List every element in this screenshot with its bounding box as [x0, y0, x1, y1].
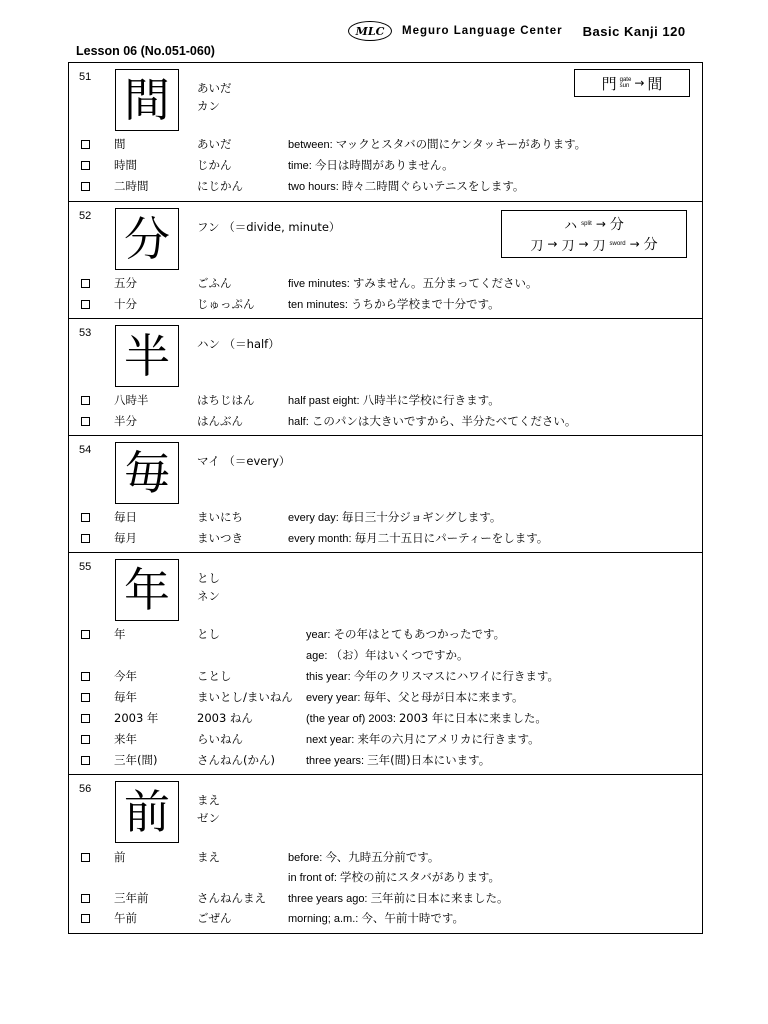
vocab-row: [69, 708, 702, 728]
reading-line: ハン （＝half）: [197, 337, 280, 351]
vocab-reading: ごぜん: [197, 911, 232, 925]
example: [288, 908, 464, 929]
vocab-row: [69, 176, 702, 196]
vocab-checkbox[interactable]: [81, 914, 90, 923]
vocab-kanji: 八時半: [114, 393, 149, 407]
gate-sun-glyph: 門: [601, 74, 617, 93]
english-gloss: half:: [288, 416, 312, 428]
example: [288, 390, 500, 411]
example-sentence: 毎月二十五日にパーティーをします。: [354, 531, 549, 545]
vocab-kanji: 半分: [114, 414, 137, 428]
example-sentence: その年はとてもあつかったです。: [333, 627, 506, 641]
vocab-kanji: 三年前: [114, 891, 149, 905]
readings: [197, 79, 232, 115]
center-name: Meguro Language Center: [402, 25, 563, 37]
vocab-kanji: 間: [114, 137, 126, 151]
english-gloss: ten minutes:: [288, 299, 351, 311]
vocab-kanji: 2003 年: [114, 711, 159, 725]
vocab-row: [69, 888, 702, 908]
logo: MLC: [348, 21, 392, 41]
vocab-checkbox[interactable]: [81, 300, 90, 309]
example-sentence: すみません。五分まってください。: [352, 276, 538, 290]
example-sentence: 三年前に日本に来ました。: [370, 891, 509, 905]
example-sentence: 今、九時五分前です。: [325, 850, 440, 864]
example: [288, 888, 509, 909]
vocab-kanji: 毎年: [114, 690, 137, 704]
english-gloss: morning; a.m.:: [288, 913, 362, 925]
example-sentence: 毎日三十分ジョギングします。: [341, 510, 502, 524]
vocab-row: [69, 294, 702, 314]
arrow-icon: →: [595, 217, 606, 231]
kanji-section: [69, 319, 702, 436]
vocab-row: [69, 847, 702, 867]
english-gloss: three years ago:: [288, 893, 371, 905]
vocab-checkbox[interactable]: [81, 396, 90, 405]
kanji-section: [69, 63, 702, 202]
mnemonic-label: sun: [619, 83, 630, 89]
readings: [197, 218, 340, 236]
mnemonic-label: sword: [609, 241, 626, 247]
vocab-checkbox[interactable]: [81, 630, 90, 639]
sword-glyph: 刀: [592, 238, 606, 254]
english-gloss: every year:: [306, 692, 364, 704]
vocab-kanji: 年: [114, 627, 126, 641]
mnemonic-row: [530, 234, 657, 254]
vocab-kanji: 十分: [114, 297, 137, 311]
example-sentence: 今、午前十時です。: [361, 911, 464, 925]
reading-line: カン: [197, 99, 220, 113]
sword-glyph: 刀: [561, 238, 575, 254]
kanji-section: [69, 436, 702, 553]
kanji-section: [69, 202, 702, 319]
mnemonic-result: 分: [643, 237, 658, 253]
example: [306, 645, 468, 666]
vocab-row: [69, 666, 702, 686]
example-sentence: 時々二時間ぐらいテニスをします。: [341, 179, 525, 193]
kanji-stroke-box: 間: [115, 69, 179, 131]
vocab-row: [69, 155, 702, 175]
page-header: [348, 20, 686, 42]
reading-line: あいだ: [197, 81, 232, 95]
english-gloss: between:: [288, 139, 336, 151]
vocab-reading: まえ: [197, 850, 220, 864]
vocab-kanji: 前: [114, 850, 126, 864]
vocab-kanji: 今年: [114, 669, 137, 683]
example: [288, 847, 439, 868]
vocab-checkbox[interactable]: [81, 853, 90, 862]
example-sentence: 2003 年に日本に来ました。: [398, 711, 547, 725]
kanji-number: 55: [79, 561, 92, 573]
vocab-checkbox[interactable]: [81, 140, 90, 149]
vocab-row: [69, 411, 702, 431]
vocab-kanji: 三年(間): [114, 753, 158, 767]
vocab-checkbox[interactable]: [81, 161, 90, 170]
kanji-number: 51: [79, 71, 92, 83]
vocab-checkbox[interactable]: [81, 513, 90, 522]
vocab-checkbox[interactable]: [81, 279, 90, 288]
arrow-icon: →: [629, 237, 640, 251]
english-gloss: half past eight:: [288, 395, 363, 407]
example: [306, 666, 559, 687]
readings: [197, 335, 280, 353]
kanji-section: [69, 553, 702, 775]
vocab-reading: 2003 ねん: [197, 711, 253, 725]
vocab-checkbox[interactable]: [81, 417, 90, 426]
example: [288, 155, 454, 176]
kanji-number: 54: [79, 444, 92, 456]
reading-line: ゼン: [197, 811, 220, 825]
book-title: Basic Kanji 120: [582, 23, 686, 39]
vocab-reading: まいつき: [197, 531, 243, 545]
lesson-title: Lesson 06 (No.051-060): [76, 44, 215, 58]
english-gloss: (the year of) 2003:: [306, 713, 399, 725]
example: [306, 750, 490, 771]
vocab-row: [69, 390, 702, 410]
vocab-row: [69, 750, 702, 770]
example-sentence: 今年のクリスマスにハワイに行きます。: [353, 669, 559, 683]
example: [288, 867, 500, 888]
vocab-reading: まいにち: [197, 510, 243, 524]
example-sentence: 来年の六月にアメリカに行きます。: [357, 732, 540, 746]
kanji-section: [69, 775, 702, 934]
kanji-stroke-box: 年: [115, 559, 179, 621]
reading-line: とし: [197, 571, 220, 585]
vocab-reading: まいとし/まいねん: [197, 690, 293, 704]
vocab-kanji: 二時間: [114, 179, 149, 193]
vocab-kanji: 毎月: [114, 531, 137, 545]
vocab-checkbox[interactable]: [81, 756, 90, 765]
readings: [197, 791, 220, 827]
vocab-checkbox[interactable]: [81, 714, 90, 723]
kanji-stroke-box: 分: [115, 208, 179, 270]
example: [288, 411, 576, 432]
reading-line: まえ: [197, 793, 220, 807]
vocab-row: [69, 273, 702, 293]
readings: [197, 569, 220, 605]
mnemonic-labels: [620, 77, 632, 89]
english-gloss: age:: [306, 650, 331, 662]
english-gloss: before:: [288, 852, 326, 864]
kanji-stroke-box: 毎: [115, 442, 179, 504]
example-sentence: マックとスタバの間にケンタッキーがあります。: [335, 137, 587, 151]
english-gloss: three years:: [306, 755, 368, 767]
vocab-reading: ことし: [197, 669, 232, 683]
example-sentence: 学校の前にスタバがあります。: [339, 870, 500, 884]
example: [288, 507, 501, 528]
vocab-row: [69, 134, 702, 154]
vocab-checkbox[interactable]: [81, 735, 90, 744]
example: [288, 134, 586, 155]
vocab-checkbox[interactable]: [81, 693, 90, 702]
english-gloss: every day:: [288, 512, 342, 524]
vocab-reading: にじかん: [197, 179, 243, 193]
mnemonic-box: [574, 69, 690, 97]
example: [288, 294, 500, 315]
vocab-row: [69, 528, 702, 548]
english-gloss: this year:: [306, 671, 354, 683]
example: [288, 176, 524, 197]
vocab-reading: さんねん(かん): [197, 753, 275, 767]
vocab-reading: はんぶん: [197, 414, 243, 428]
vocab-kanji: 時間: [114, 158, 137, 172]
example-sentence: 三年(間)日本にいます。: [367, 753, 491, 767]
kanji-number: 56: [79, 783, 92, 795]
english-gloss: next year:: [306, 734, 358, 746]
kanji-number: 53: [79, 327, 92, 339]
kanji-number: 52: [79, 210, 92, 222]
example: [306, 624, 505, 645]
vocab-reading: ごふん: [197, 276, 232, 290]
english-gloss: time:: [288, 160, 315, 172]
kanji-stroke-box: 半: [115, 325, 179, 387]
vocab-checkbox[interactable]: [81, 534, 90, 543]
vocab-row: [69, 624, 702, 644]
english-gloss: every month:: [288, 533, 355, 545]
english-gloss: two hours:: [288, 181, 342, 193]
vocab-checkbox[interactable]: [81, 894, 90, 903]
vocab-row: [69, 908, 702, 928]
vocab-row: [69, 687, 702, 707]
example-sentence: 八時半に学校に行きます。: [362, 393, 500, 407]
split-glyph: ハ: [564, 218, 578, 234]
mnemonic-result: 間: [647, 74, 663, 93]
vocab-kanji: 午前: [114, 911, 137, 925]
vocab-reading: らいねん: [197, 732, 243, 746]
mnemonic-box: [501, 210, 687, 258]
vocab-reading: とし: [197, 627, 220, 641]
example-sentence: 今日は時間がありません。: [314, 158, 454, 172]
vocab-checkbox[interactable]: [81, 672, 90, 681]
knife-glyph: 刀: [530, 238, 544, 254]
example-sentence: このパンは大きいですから、半分たべてください。: [311, 414, 577, 428]
reading-line: マイ （＝every）: [197, 454, 291, 468]
kanji-table: [68, 62, 703, 934]
vocab-checkbox[interactable]: [81, 182, 90, 191]
example: [306, 708, 547, 729]
arrow-icon: →: [547, 237, 558, 251]
arrow-icon: →: [578, 237, 589, 251]
reading-line: フン （＝divide, minute）: [197, 220, 341, 234]
english-gloss: in front of:: [288, 872, 340, 884]
vocab-row: [69, 645, 702, 665]
vocab-reading: さんねんまえ: [197, 891, 266, 905]
mnemonic-result: 分: [609, 217, 624, 233]
mnemonic-label: gate: [619, 77, 632, 83]
example: [306, 729, 540, 750]
example: [288, 528, 548, 549]
vocab-reading: じゅっぷん: [197, 297, 255, 311]
vocab-kanji: 来年: [114, 732, 137, 746]
example-sentence: （お）年はいくつですか。: [330, 648, 469, 662]
kanji-stroke-box: 前: [115, 781, 179, 843]
example: [288, 273, 538, 294]
example: [306, 687, 524, 708]
mnemonic-label: split: [581, 221, 592, 227]
arrow-icon: →: [634, 76, 645, 90]
vocab-row: [69, 867, 702, 887]
mnemonic-row: [564, 214, 624, 234]
vocab-kanji: 五分: [114, 276, 137, 290]
example-sentence: 毎年、父と母が日本に来ます。: [363, 690, 524, 704]
vocab-reading: あいだ: [197, 137, 232, 151]
example-sentence: うちから学校まで十分です。: [350, 297, 500, 311]
vocab-row: [69, 729, 702, 749]
vocab-kanji: 毎日: [114, 510, 137, 524]
english-gloss: five minutes:: [288, 278, 353, 290]
vocab-reading: はちじはん: [197, 393, 255, 407]
reading-line: ネン: [197, 589, 220, 603]
english-gloss: year:: [306, 629, 334, 641]
vocab-reading: じかん: [197, 158, 232, 172]
vocab-row: [69, 507, 702, 527]
readings: [197, 452, 290, 470]
